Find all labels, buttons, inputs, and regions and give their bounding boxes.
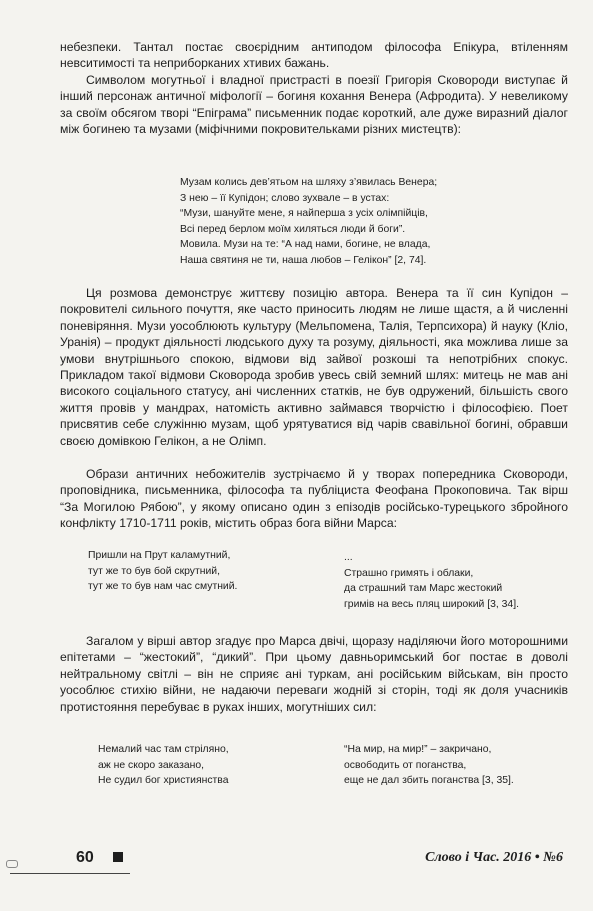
- verse-line: да страшний там Марс жестокий: [344, 583, 503, 595]
- peace-verse-left: [98, 742, 229, 789]
- margin-mark: [6, 860, 18, 868]
- paragraph-venus-intro: Символом могутньої і владної пристрасті в поезії Григорія Сковороди виступає й інший персонаж античної міфології – богиня кохання Венера (Афродита). У невеликому за своїм обсягом творі “Епіграма” письменник подає короткий, але дуже виразний діалог між богинею та музами (міфічними покровительками різних мистецтв):: [60, 73, 568, 137]
- page-number: 60: [76, 849, 94, 866]
- prut-verse-right: [344, 550, 519, 612]
- paragraph-conversation-meaning: Ця розмова демонструє життєву позицію автора. Венера та її син Купідон – покровителі сильного почуття, яке часто приносить людям не лише щастя, а й численні поневіряння. Музи уособлюють культуру (Мельпомена, Талія, Терпсихора) й науку (Кліо, Уранія) – продукт діяльності людського духу та розуму, діяльності, яка можлива лише за умови внутрішнього спокою, відмови від зайвої розкоші та непотрібних спокус. Прикладом такої відмови Сковорода зробив увесь свій земний шлях: митець не мав ані високого соціального статусу, ані численних статків, не був одружений, більшість свого життя провів у мандрах, натомість активно займався творчістю і філософією. Поет присвятив себе служінню музам, щоб урятуватися від чарів свавільної богині, обравши своєю домівкою Гелікон, а не Олімп.: [60, 286, 568, 448]
- verse-line: Мовила. Музи на те: “А над нами, богине, не влада,: [180, 239, 431, 251]
- paragraph-prokopovych: Образи античних небожителів зустрічаємо й у творах попередника Сковороди, проповідника, письменника, філософа та публіциста Феофана Прокоповича. Так вірш “За Могилою Рябою”, у якому описано один з епізодів російсько-турецького збройного конфлікту 1710-1711 років, містить образ бога війни Марса:: [60, 467, 568, 531]
- prut-verse-left: [88, 548, 237, 595]
- paragraph-tantalus: небезпеки. Тантал постає своєрідним антиподом філософа Епікура, втіленням невситимості та неприборканих хтивих бажань.: [60, 40, 568, 71]
- peace-verse-right: [344, 742, 514, 789]
- verse-line: “На мир, на мир!” – закричано,: [344, 744, 492, 755]
- verse-line: аж не скоро заказано,: [98, 759, 205, 771]
- verse-line: Не судил бог християнства: [98, 775, 229, 787]
- verse-line: тут же то був нам час смутний.: [88, 581, 238, 593]
- verse-line: ...: [344, 552, 353, 563]
- epigram-verse: [180, 175, 437, 269]
- verse-line: Немалий час там стріляно,: [98, 744, 229, 755]
- verse-line: З нею – її Купідон; слово зухвале – в устах:: [180, 192, 390, 204]
- verse-line: освободить от поганства,: [344, 759, 467, 771]
- journal-title: Слово і Час. 2016 • №6: [425, 850, 563, 865]
- verse-line: Страшно гримять і облаки,: [344, 567, 474, 579]
- verse-line: Музам колись дев’ятьом на шляху з’явилась Венера;: [180, 177, 438, 188]
- footer-square-icon: [113, 852, 123, 862]
- verse-line: “Музи, шануйте мене, я найперша з усіх олімпійців,: [180, 208, 428, 220]
- verse-line: тут же то був бой скрутний,: [88, 565, 220, 577]
- verse-line: Наша святиня не ти, наша любов – Гелікон” [2, 74].: [180, 254, 427, 266]
- paragraph-mars: Загалом у вірші автор згадує про Марса двічі, щоразу наділяючи його моторошними епітетами – “жестокий”, “дикий”. При цьому давньоримський бог постає в доволі нейтральному світлі – він не сприяє ані туркам, ані російським військам, він просто уособлює стихію війни, не надаючи переваги жодній зі сторін, тоді як доля учасників протистояння перебуває в руках інших, могутніших сил:: [60, 634, 568, 714]
- verse-line: Пришли на Прут каламутний,: [88, 550, 231, 561]
- footer-rule: [10, 873, 130, 874]
- verse-line: гримів на весь пляц широкий [3, 34].: [344, 598, 519, 610]
- verse-line: Всі перед берлом моїм хиляться люди й боги”.: [180, 223, 406, 235]
- verse-line: еще не дал збить поганства [3, 35].: [344, 775, 514, 787]
